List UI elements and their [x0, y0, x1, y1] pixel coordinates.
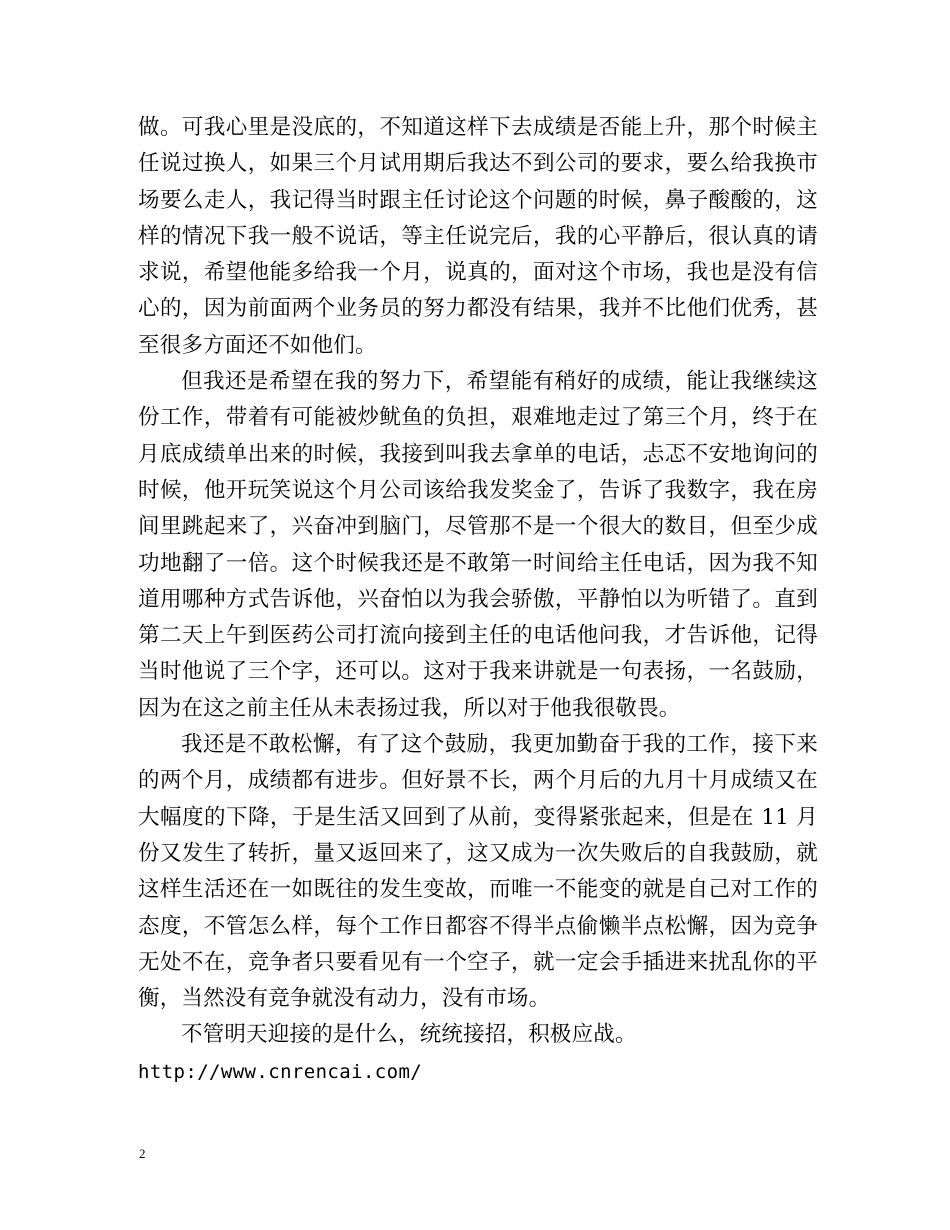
paragraph: 我还是不敢松懈，有了这个鼓励，我更加勤奋于我的工作，接下来的两个月，成绩都有进步。但好景不长，两个月后的九月十月成绩又在大幅度的下降，于是生活又回到了从前，变得紧张起来，但是在 11 月份又发生了转折，量又返回来了，这又成为一次失败后的自我鼓励，就这样生活还在一如既往的发生变故，而唯一不能变的就是自己对工作的态度，不管怎么样，每个工作日都容不得半点偷懒半点松懈，因为竞争无处不在，竞争者只要看见有一个空子，就一定会手插进来扰乱你的平衡，当然没有竞争就没有动力，没有市场。: [138, 732, 818, 1012]
paragraph: 但我还是希望在我的努力下，希望能有稍好的成绩，能让我继续这份工作，带着有可能被炒鱿鱼的负担，艰难地走过了第三个月，终于在月底成绩单出来的时候，我接到叫我去拿单的电话，忐忑不安地询问的时候，他开玩笑说这个月公司该给我发奖金了，告诉了我数字，我在房间里跳起来了，兴奋冲到脑门，尽管那不是一个很大的数目，但至少成功地翻了一倍。这个时候我还是不敢第一时间给主任电话，因为我不知道用哪种方式告诉他，兴奋怕以为我会骄傲，平静怕以为听错了。直到第二天上午到医药公司打流向接到主任的电话他问我，才告诉他，记得当时他说了三个字，还可以。这对于我来讲就是一句表扬，一名鼓励，因为在这之前主任从未表扬过我，所以对于他我很敬畏。: [138, 369, 818, 721]
page-number: 2: [139, 1146, 146, 1161]
paragraph: 不管明天迎接的是什么，统统接招，积极应战。: [181, 1022, 637, 1048]
paragraph-continued: 做。可我心里是没底的，不知道这样下去成绩是否能上升，那个时候主任说过换人，如果三个月试用期后我达不到公司的要求，要么给我换市场要么走人，我记得当时跟主任讨论这个问题的时候，鼻子酸酸的，这样的情况下我一般不说话，等主任说完后，我的心平静后，很认真的请求说，希望他能多给我一个月，说真的，面对这个市场，我也是没有信心的，因为前面两个业务员的努力都没有结果，我并不比他们优秀，甚至很多方面还不如他们。: [138, 115, 818, 358]
source-url: http://www.cnrencai.com/: [138, 1060, 423, 1083]
body-text: [138, 110, 818, 1090]
